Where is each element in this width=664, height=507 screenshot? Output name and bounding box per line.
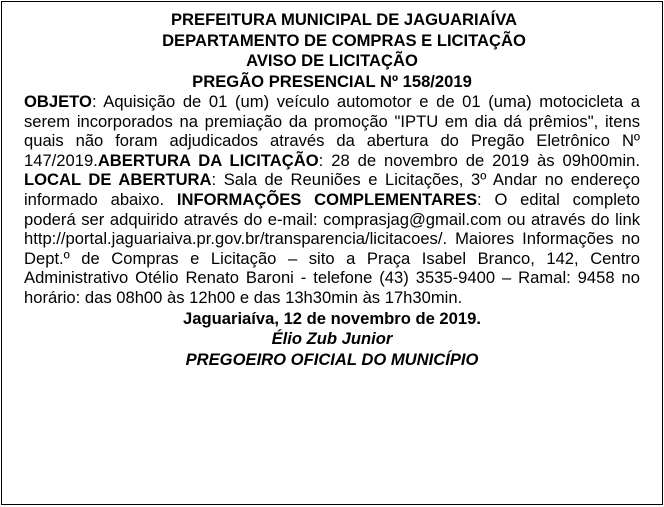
notice-footer [24, 309, 640, 371]
licitacao-notice [1, 1, 663, 505]
abertura-text: : 28 de novembro de 2019 às 09h00min. [318, 150, 640, 170]
info-label: INFORMAÇÕES COMPLEMENTARES [176, 189, 478, 209]
local-text: : Sala de Reuniões e Licitações, 3º Andar no endereço informado abaixo. [24, 170, 640, 209]
header-process-number: PREGÃO PRESENCIAL Nº 158/2019 [192, 71, 472, 91]
info-text: : O edital completo poderá ser adquirido através do e-mail: comprasjag@gmail.com ou através do link http://portal.jaguariaiva.pr.gov.br/transparencia/licitacoes/. Maiores Informações no Dept.º de Compras e Licitação – sito a Praça Isabel Branco, 142, Centro Administrativo Otélio Renato Baroni - telefone (43) 3535-9400 – Ramal: 9458 no horário: das 08h00 às 12h00 e das 13h30min às 17h30min. [24, 189, 640, 307]
date-line: Jaguariaíva, 12 de novembro de 2019. [183, 308, 481, 328]
abertura-label: ABERTURA DA LICITAÇÃO [97, 150, 319, 170]
local-label: LOCAL DE ABERTURA [24, 170, 212, 190]
objeto-label: OBJETO [24, 92, 92, 111]
objeto-text: : Aquisição de 01 (um) veículo automotor e de 01 (uma) motocicleta a serem incorporados na premiação da promoção "IPTU em dia dá prêmios", itens quais não foram adjudicados através da abertura do Pregão Eletrônico Nº 147/2019. [24, 92, 640, 170]
header-notice-type: AVISO DE LICITAÇÃO [246, 51, 418, 70]
header-department: DEPARTAMENTO DE COMPRAS E LICITAÇÃO [162, 30, 526, 50]
header-municipality: PREFEITURA MUNICIPAL DE JAGUARIAÍVA [170, 10, 518, 29]
signer-title: PREGOEIRO OFICIAL DO MUNICÍPIO [185, 349, 479, 369]
notice-header [24, 10, 640, 92]
notice-body [24, 92, 640, 308]
signer-name: Élio Zub Junior [271, 329, 393, 349]
